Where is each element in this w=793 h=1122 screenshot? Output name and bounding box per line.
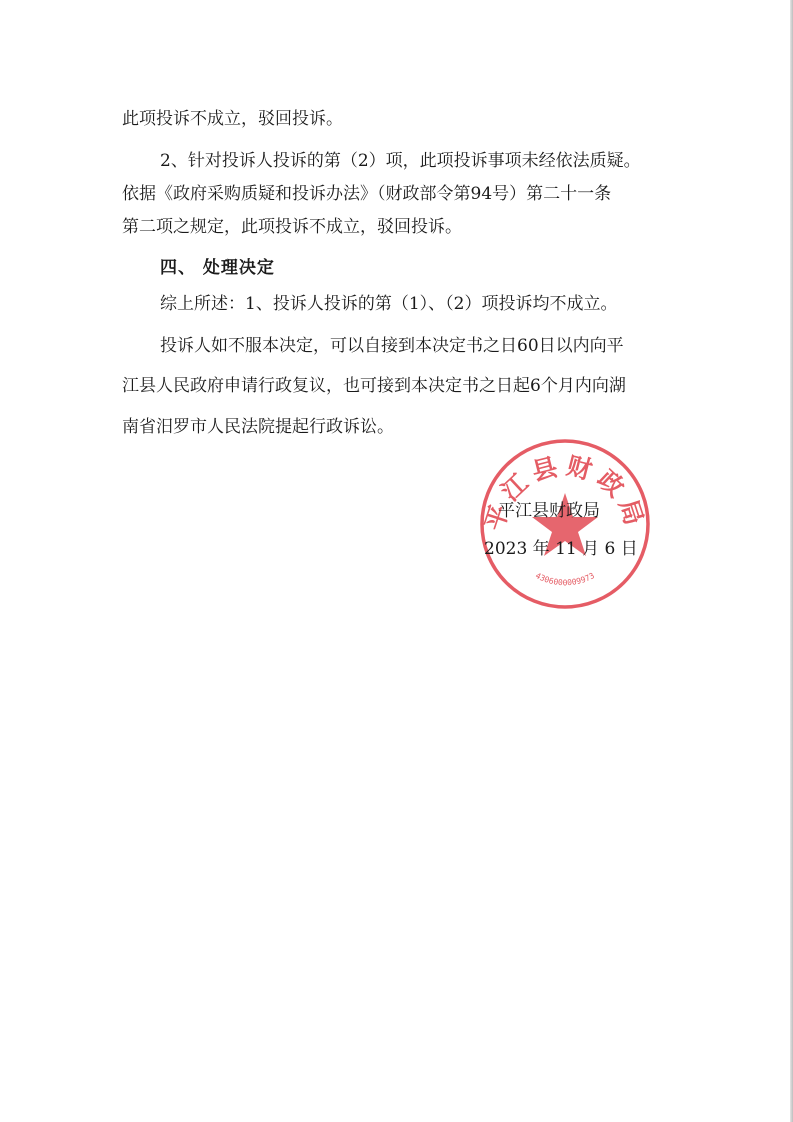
signing-organization: 平江县财政局 — [498, 501, 600, 521]
paragraph-line: 综上所述：1、投诉人投诉的第（1）、（2）项投诉均不成立。 — [160, 294, 618, 314]
section-heading: 四、 处理决定 — [160, 258, 275, 278]
signing-date: 2023 年 11 月 6 日 — [484, 539, 638, 559]
paragraph-line: 江县人民政府申请行政复议，也可接到本决定书之日起6个月内向湖 — [122, 376, 626, 396]
paragraph-line: 依据《政府采购质疑和投诉办法》（财政部令第94号）第二十一条 — [122, 184, 612, 204]
paragraph-line: 投诉人如不服本决定，可以自接到本决定书之日60日以内向平 — [160, 336, 624, 356]
paragraph-line: 2、针对投诉人投诉的第（2）项，此项投诉事项未经依法质疑。 — [160, 151, 641, 171]
seal-arc-text: 平江县财政局 — [479, 450, 651, 535]
seal-code: 4306000009973 — [533, 571, 597, 588]
signature-block — [484, 501, 644, 559]
paragraph-line: 第二项之规定，此项投诉不成立，驳回投诉。 — [122, 217, 462, 237]
paragraph-line: 此项投诉不成立，驳回投诉。 — [122, 109, 343, 129]
paragraph-line: 南省汨罗市人民法院提起行政诉讼。 — [122, 417, 394, 437]
